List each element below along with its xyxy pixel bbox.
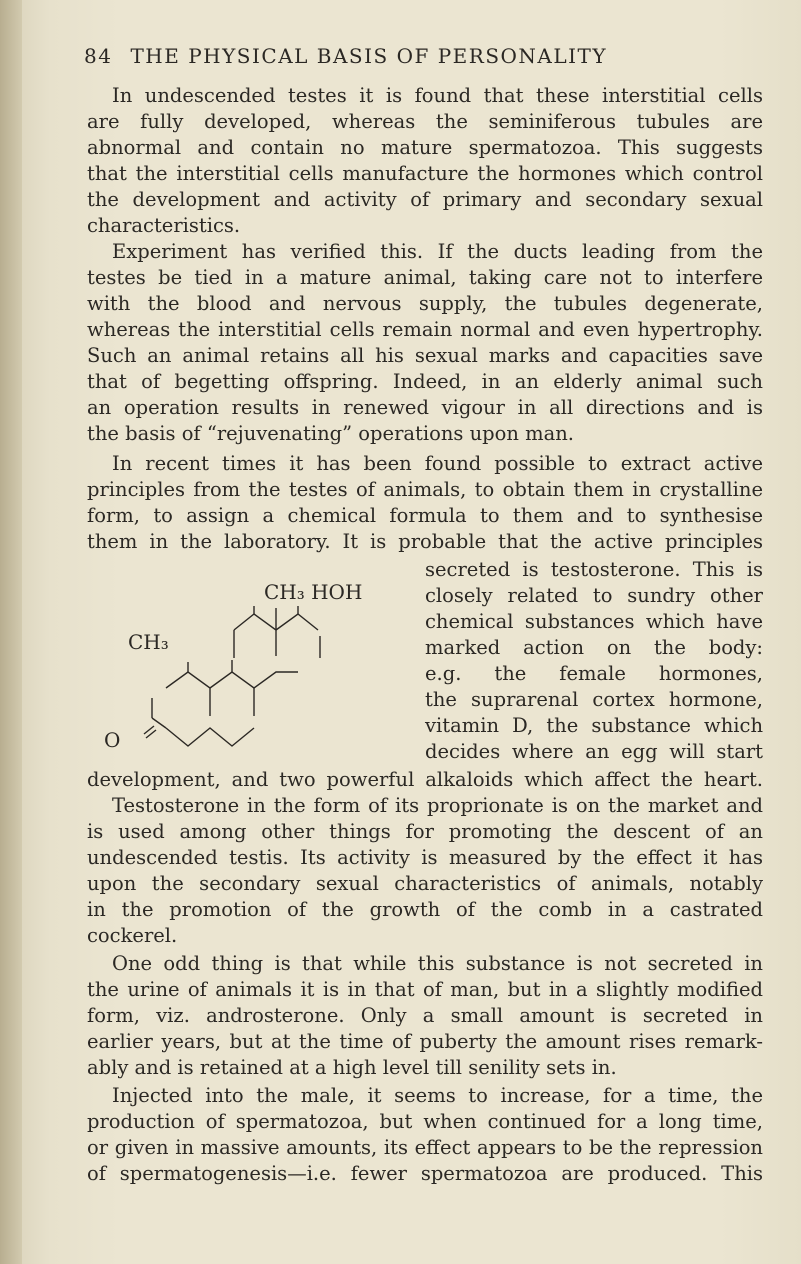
text-line: form, to assign a chemical formula to them and to synthesise bbox=[87, 504, 763, 527]
text-line: the suprarenal cortex hormone, bbox=[425, 688, 763, 711]
text-line: development, and two powerful alkaloids which affect the heart. bbox=[87, 768, 763, 791]
text-line: the urine of animals it is in that of man, but in a slightly modified bbox=[87, 978, 763, 1001]
text-line: upon the secondary sexual characteristics of animals, notably bbox=[87, 872, 763, 895]
text-line: or given in massive amounts, its effect appears to be the repression bbox=[87, 1136, 763, 1159]
text-line: of spermatogenesis—i.e. fewer spermatozoa are produced. This bbox=[87, 1162, 763, 1185]
text-line: Experiment has verified this. If the ducts leading from the bbox=[112, 240, 763, 263]
text-line: abnormal and contain no mature spermatozoa. This suggests bbox=[87, 136, 763, 159]
formula-top-label: CH₃ HOH bbox=[264, 580, 363, 604]
text-line: vitamin D, the substance which bbox=[425, 714, 763, 737]
text-line: are fully developed, whereas the seminiferous tubules are bbox=[87, 110, 763, 133]
text-line: characteristics. bbox=[87, 214, 241, 237]
testosterone-structural-formula bbox=[104, 578, 414, 778]
formula-methyl-label: CH₃ bbox=[128, 630, 169, 654]
text-line: in the promotion of the growth of the comb in a castrated bbox=[87, 898, 763, 921]
text-line: Testosterone in the form of its proprionate is on the market and bbox=[112, 794, 763, 817]
text-line: whereas the interstitial cells remain normal and even hypertrophy. bbox=[87, 318, 763, 341]
text-line: testes be tied in a mature animal, taking care not to interfere bbox=[87, 266, 763, 289]
text-line: them in the laboratory. It is probable that the active principles bbox=[87, 530, 763, 553]
text-line: principles from the testes of animals, to obtain them in crystalline bbox=[87, 478, 763, 501]
text-line: marked action on the body: bbox=[425, 636, 763, 659]
text-line: form, viz. androsterone. Only a small amount is secreted in bbox=[87, 1004, 763, 1027]
text-line: an operation results in renewed vigour in all directions and is bbox=[87, 396, 763, 419]
text-line: ably and is retained at a high level till senility sets in. bbox=[87, 1056, 617, 1079]
text-line: Such an animal retains all his sexual marks and capacities save bbox=[87, 344, 763, 367]
text-line: earlier years, but at the time of puberty the amount rises remark- bbox=[87, 1030, 763, 1053]
text-line: cockerel. bbox=[87, 924, 178, 947]
text-line: chemical substances which have bbox=[425, 610, 763, 633]
text-line: One odd thing is that while this substance is not secreted in bbox=[112, 952, 763, 975]
text-line: undescended testis. Its activity is measured by the effect it has bbox=[87, 846, 763, 869]
running-title: THE PHYSICAL BASIS OF PERSONALITY bbox=[130, 44, 608, 68]
text-line: the basis of “rejuvenating” operations upon man. bbox=[87, 422, 575, 445]
page-number: 84 bbox=[84, 44, 113, 68]
text-line: In undescended testes it is found that these interstitial cells bbox=[112, 84, 763, 107]
text-line: secreted is testosterone. This is bbox=[425, 558, 763, 581]
text-line: that of begetting offspring. Indeed, in an elderly animal such bbox=[87, 370, 763, 393]
text-line: decides where an egg will start bbox=[425, 740, 763, 763]
text-line: with the blood and nervous supply, the tubules degenerate, bbox=[87, 292, 763, 315]
book-spine-shadow bbox=[0, 0, 22, 1264]
steroid-ring-diagram bbox=[104, 578, 414, 778]
text-line: e.g. the female hormones, bbox=[425, 662, 763, 685]
text-line: that the interstitial cells manufacture the hormones which control bbox=[87, 162, 763, 185]
page-header bbox=[84, 44, 764, 68]
text-line: In recent times it has been found possible to extract active bbox=[112, 452, 763, 475]
text-line: is used among other things for promoting the descent of an bbox=[87, 820, 763, 843]
text-line: Injected into the male, it seems to increase, for a time, the bbox=[112, 1084, 763, 1107]
text-line: production of spermatozoa, but when continued for a long time, bbox=[87, 1110, 763, 1133]
text-line: closely related to sundry other bbox=[425, 584, 763, 607]
formula-oxygen-label: O bbox=[104, 728, 121, 752]
text-line: the development and activity of primary and secondary sexual bbox=[87, 188, 763, 211]
